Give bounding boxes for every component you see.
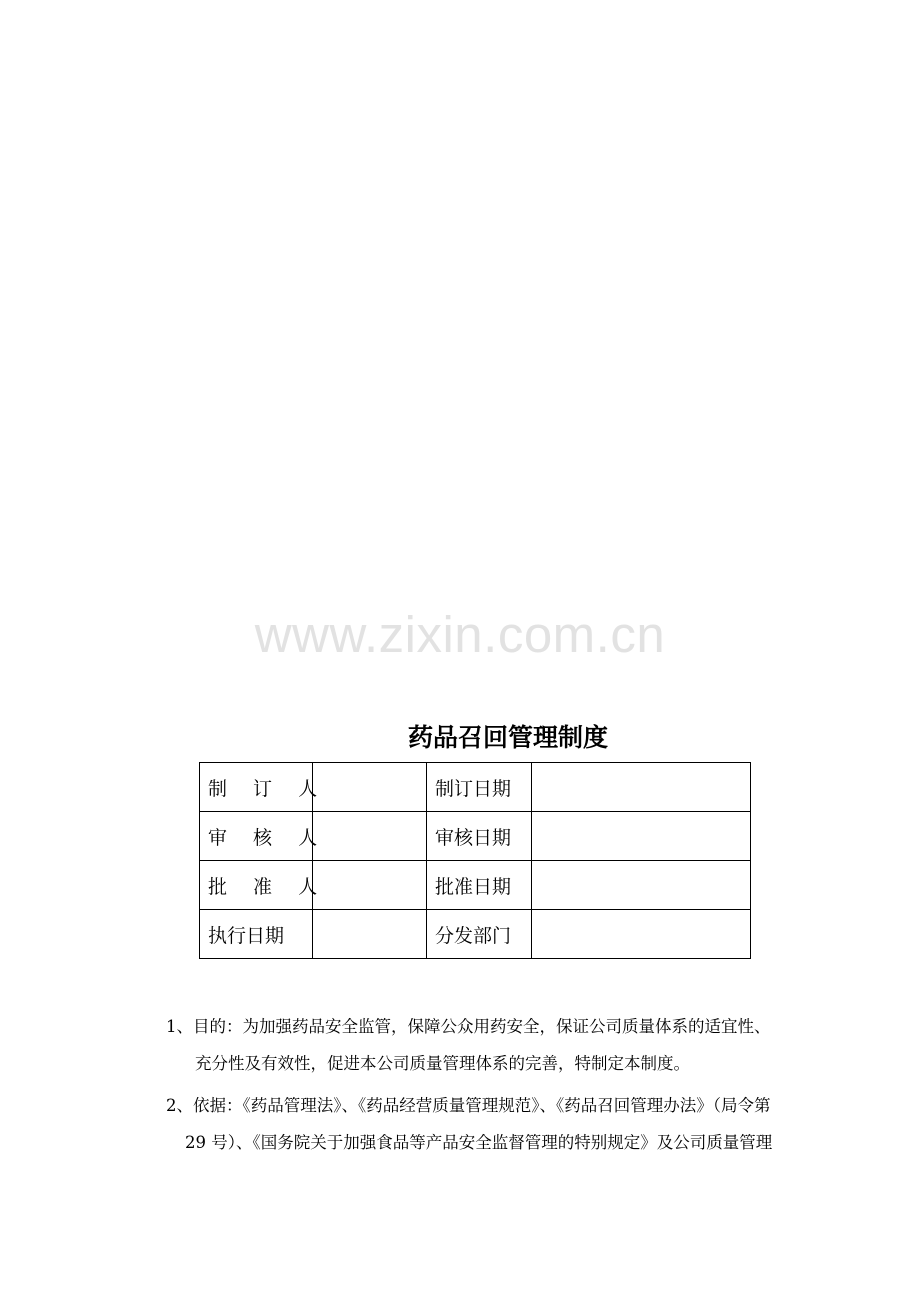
label-draft-date: 制订日期	[427, 763, 532, 812]
value-review-date[interactable]	[532, 812, 751, 861]
table-row	[200, 763, 751, 812]
value-approver[interactable]	[313, 861, 427, 910]
section-1-line-2: 充分性及有效性，促进本公司质量管理体系的完善，特制定本制度。	[195, 1054, 690, 1073]
label-drafter: 制 订 人	[200, 763, 313, 812]
label-review-date: 审核日期	[427, 812, 532, 861]
section-1-line-1: 1、目的：为加强药品安全监管，保障公众用药安全，保证公司质量体系的适宜性、	[166, 1017, 771, 1036]
document-title: 药品召回管理制度	[407, 723, 608, 752]
table-row	[200, 812, 751, 861]
section-2-line-2: 29 号）、《国务院关于加强食品等产品安全监督管理的特别规定》及公司质量管理	[185, 1133, 773, 1152]
label-distribution-dept: 分发部门	[427, 910, 532, 959]
label-effective-date: 执行日期	[200, 910, 313, 959]
watermark: www.zixin.com.cn	[254, 606, 666, 663]
section-2-line-1: 2、依据：《药品管理法》、《药品经营质量管理规范》、《药品召回管理办法》（局令第	[166, 1096, 771, 1115]
label-approval-date: 批准日期	[427, 861, 532, 910]
value-distribution-dept[interactable]	[532, 910, 751, 959]
value-drafter[interactable]	[313, 763, 427, 812]
label-approver: 批 准 人	[200, 861, 313, 910]
table-row	[200, 910, 751, 959]
approval-form-table	[199, 762, 751, 959]
value-effective-date[interactable]	[313, 910, 427, 959]
value-draft-date[interactable]	[532, 763, 751, 812]
value-reviewer[interactable]	[313, 812, 427, 861]
table-row	[200, 861, 751, 910]
label-reviewer: 审 核 人	[200, 812, 313, 861]
value-approval-date[interactable]	[532, 861, 751, 910]
